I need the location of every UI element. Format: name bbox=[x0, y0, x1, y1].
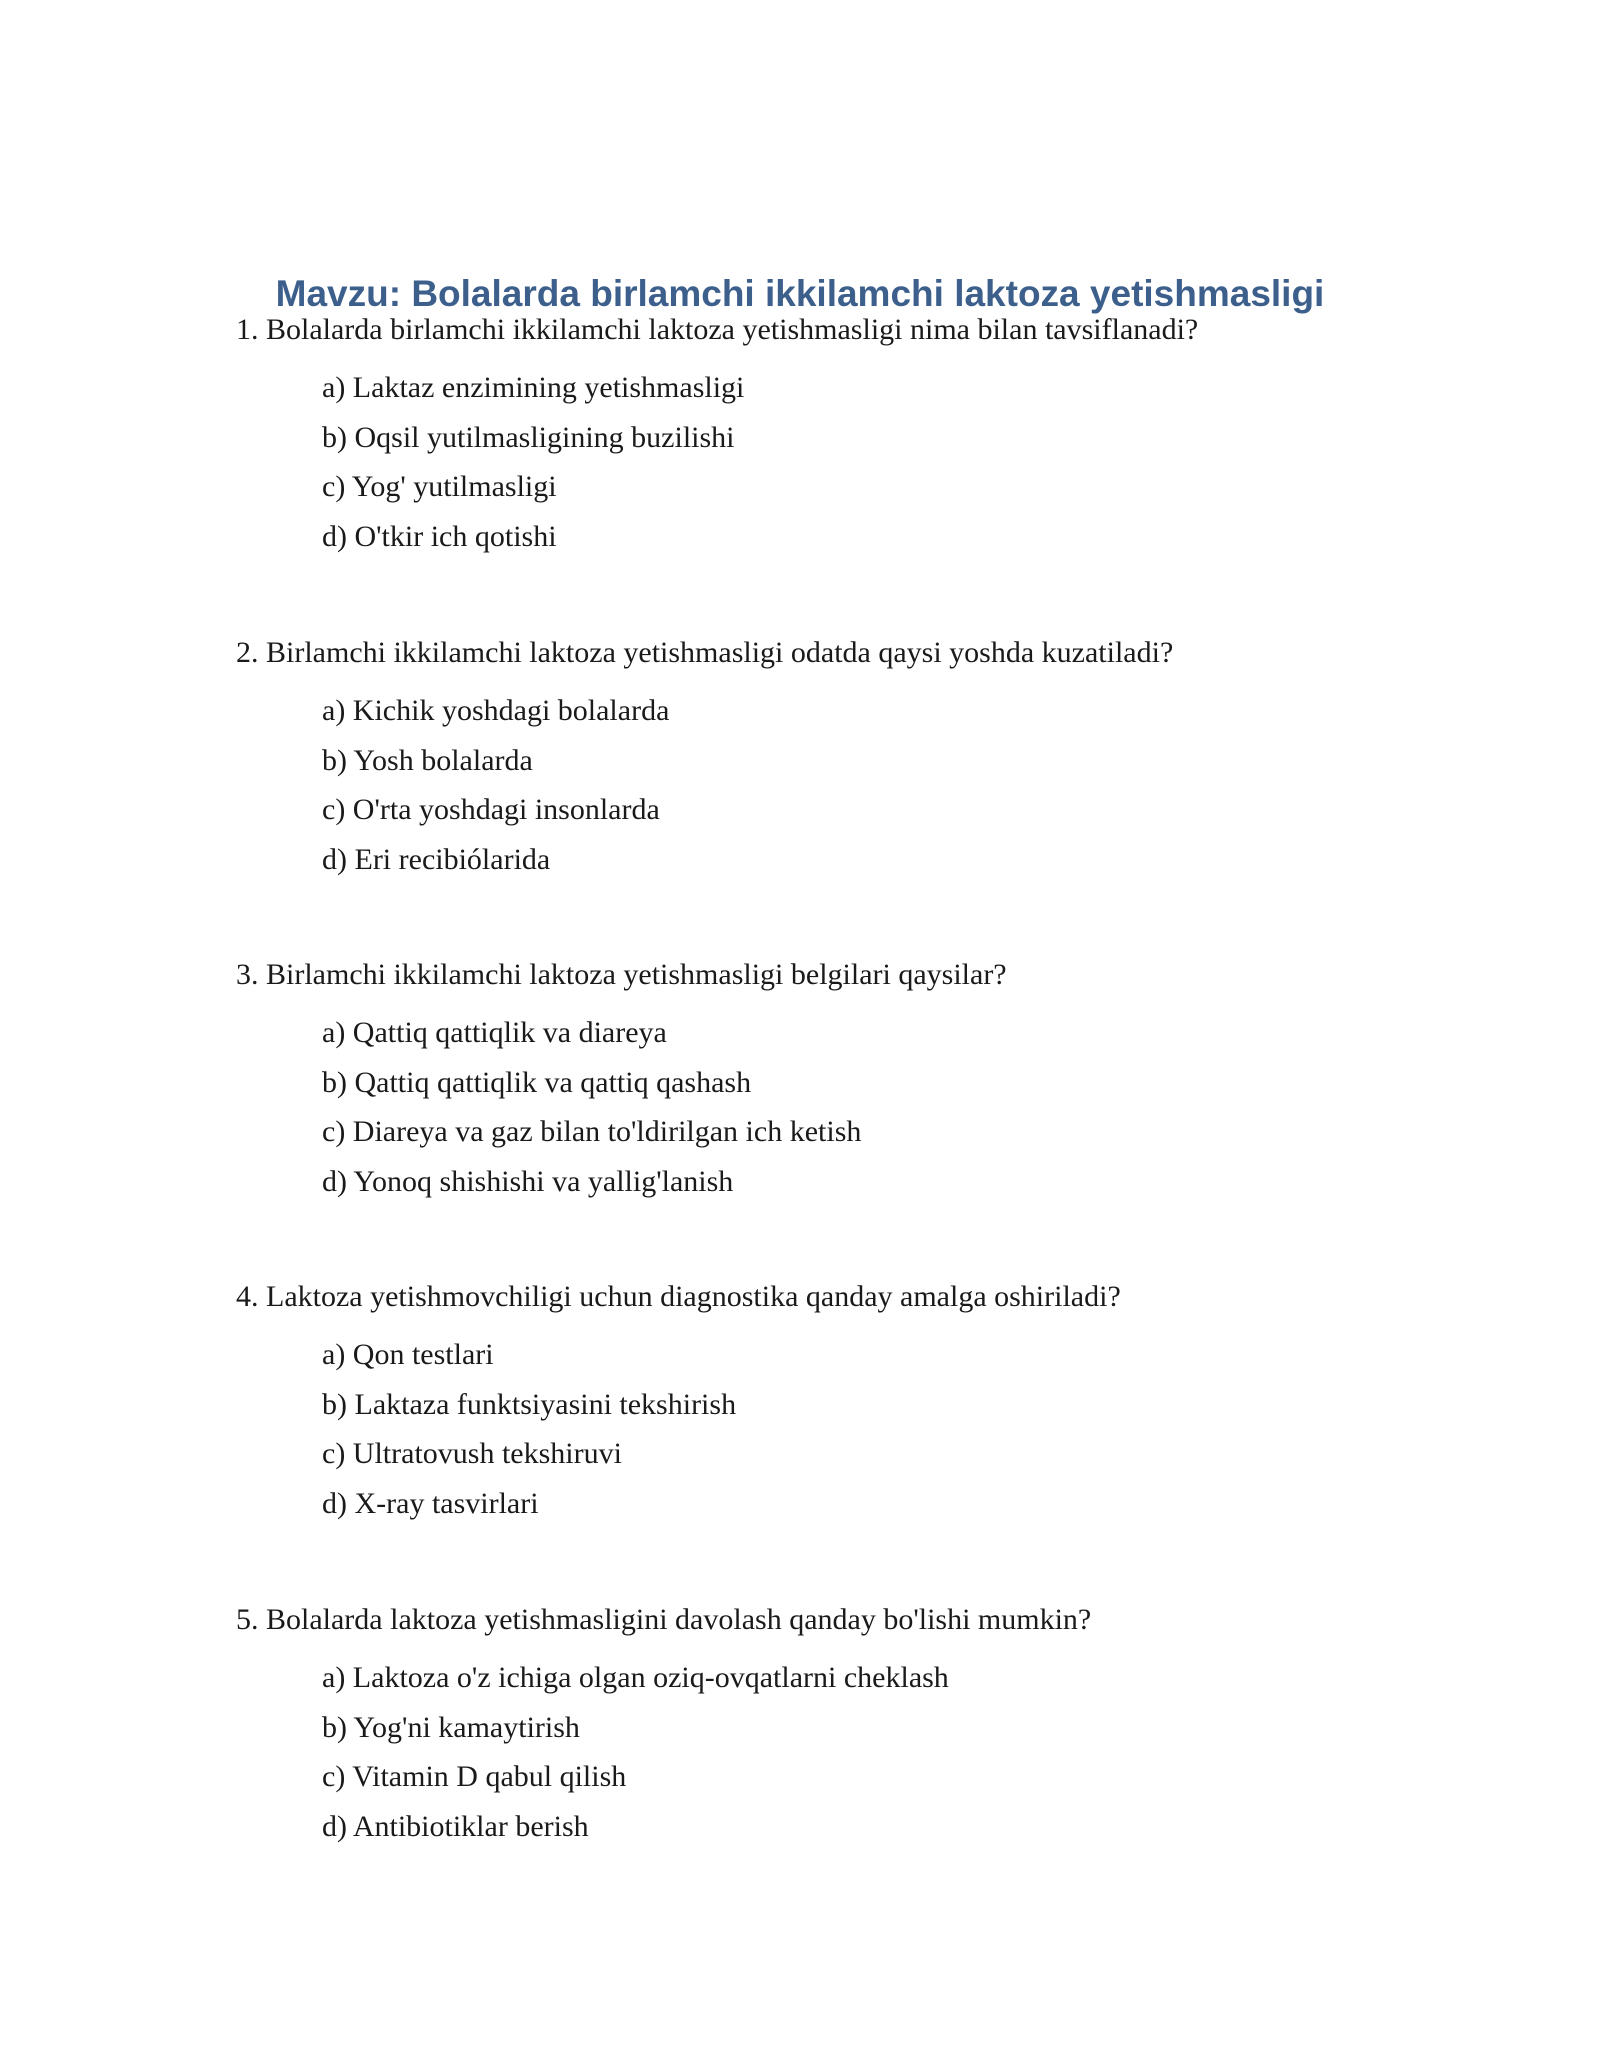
option-a: a) Qattiq qattiqlik va diareya bbox=[322, 1016, 667, 1049]
option-d: d) Antibiotiklar berish bbox=[322, 1809, 589, 1843]
page-title: Mavzu: Bolalarda birlamchi ikkilamchi laktoza yetishmasligi bbox=[275, 272, 1325, 314]
question-2 bbox=[236, 635, 1436, 891]
option-b: b) Oqsil yutilmasligining buzilishi bbox=[322, 420, 735, 454]
question-text: 1. Bolalarda birlamchi ikkilamchi laktoza yetishmasligi nima bilan tavsiflanadi? bbox=[236, 313, 1199, 346]
question-text: 2. Birlamchi ikkilamchi laktoza yetishmasligi odatda qaysi yoshda kuzatiladi? bbox=[236, 636, 1174, 669]
option-b: b) Yog'ni kamaytirish bbox=[322, 1710, 580, 1744]
option-list bbox=[322, 370, 1436, 568]
question-5 bbox=[236, 1602, 1436, 1858]
option-c: c) Diareya va gaz bilan to'ldirilgan ich ketish bbox=[322, 1115, 862, 1148]
option-a: a) Laktaz enzimining yetishmasligi bbox=[322, 371, 745, 404]
option-d: d) X-ray tasvirlari bbox=[322, 1486, 539, 1520]
option-d: d) Yonoq shishishi va yallig'lanish bbox=[322, 1164, 734, 1198]
option-a: a) Laktoza o'z ichiga olgan oziq-ovqatlarni cheklash bbox=[322, 1661, 949, 1694]
question-1 bbox=[236, 312, 1436, 568]
option-b: b) Laktaza funktsiyasini tekshirish bbox=[322, 1387, 737, 1421]
option-list bbox=[322, 1015, 1436, 1213]
question-4 bbox=[236, 1279, 1436, 1535]
option-b: b) Qattiq qattiqlik va qattiq qashash bbox=[322, 1065, 752, 1099]
option-a: a) Kichik yoshdagi bolalarda bbox=[322, 694, 670, 727]
option-b: b) Yosh bolalarda bbox=[322, 743, 533, 777]
question-text: 5. Bolalarda laktoza yetishmasligini davolash qanday bo'lishi mumkin? bbox=[236, 1603, 1092, 1636]
option-list bbox=[322, 1660, 1436, 1858]
option-c: c) Ultratovush tekshiruvi bbox=[322, 1437, 622, 1470]
option-list bbox=[322, 693, 1436, 891]
option-c: c) Vitamin D qabul qilish bbox=[322, 1760, 627, 1793]
question-text: 4. Laktoza yetishmovchiligi uchun diagnostika qanday amalga oshiriladi? bbox=[236, 1280, 1121, 1313]
option-d: d) O'tkir ich qotishi bbox=[322, 519, 557, 553]
option-d: d) Eri recibiólarida bbox=[322, 842, 551, 876]
option-list bbox=[322, 1337, 1436, 1535]
question-3 bbox=[236, 957, 1436, 1213]
option-c: c) O'rta yoshdagi insonlarda bbox=[322, 793, 660, 826]
question-text: 3. Birlamchi ikkilamchi laktoza yetishmasligi belgilari qaysilar? bbox=[236, 958, 1007, 991]
option-c: c) Yog' yutilmasligi bbox=[322, 470, 557, 503]
option-a: a) Qon testlari bbox=[322, 1338, 494, 1371]
